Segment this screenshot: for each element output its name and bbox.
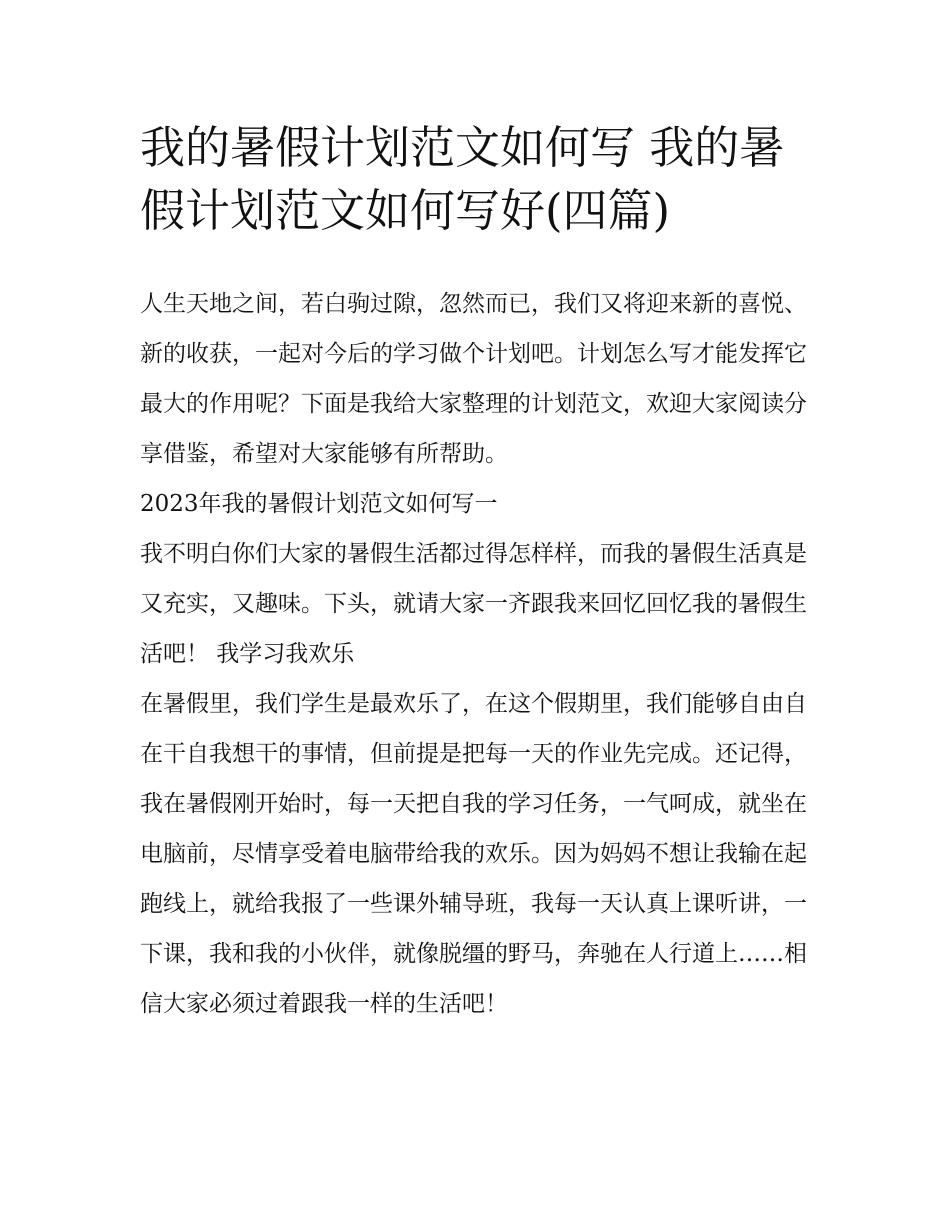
intro-paragraph: 人生天地之间，若白驹过隙，忽然而已，我们又将迎来新的喜悦、新的收获，一起对今后的学习做个计划吧。计划怎么写才能发挥它最大的作用呢？下面是我给大家整理的计划范文，欢迎大家阅读分享借鉴，希望对大家能够有所帮助。 — [140, 291, 807, 467]
document-title: 我的暑假计划范文如何写 我的暑假计划范文如何写好(四篇) — [140, 121, 785, 237]
body-paragraph-1: 我不明白你们大家的暑假生活都过得怎样样，而我的暑假生活真是又充实，又趣味。下头，就请大家一齐跟我来回忆回忆我的暑假生活吧！ 我学习我欢乐 — [140, 541, 807, 667]
section-heading: 2023年我的暑假计划范文如何写一 — [140, 491, 498, 517]
body-paragraph-2: 在暑假里，我们学生是最欢乐了，在这个假期里，我们能够自由自在干自我想干的事情，但前提是把每一天的作业先完成。还记得，我在暑假刚开始时，每一天把自我的学习任务，一气呵成，就坐在电脑前，尽情享受着电脑带给我的欢乐。因为妈妈不想让我输在起跑线上，就给我报了一些课外辅导班，我每一天认真上课听讲，一下课，我和我的小伙伴，就像脱缰的野马，奔驰在人行道上……相信大家必须过着跟我一样的生活吧！ — [140, 691, 807, 1017]
